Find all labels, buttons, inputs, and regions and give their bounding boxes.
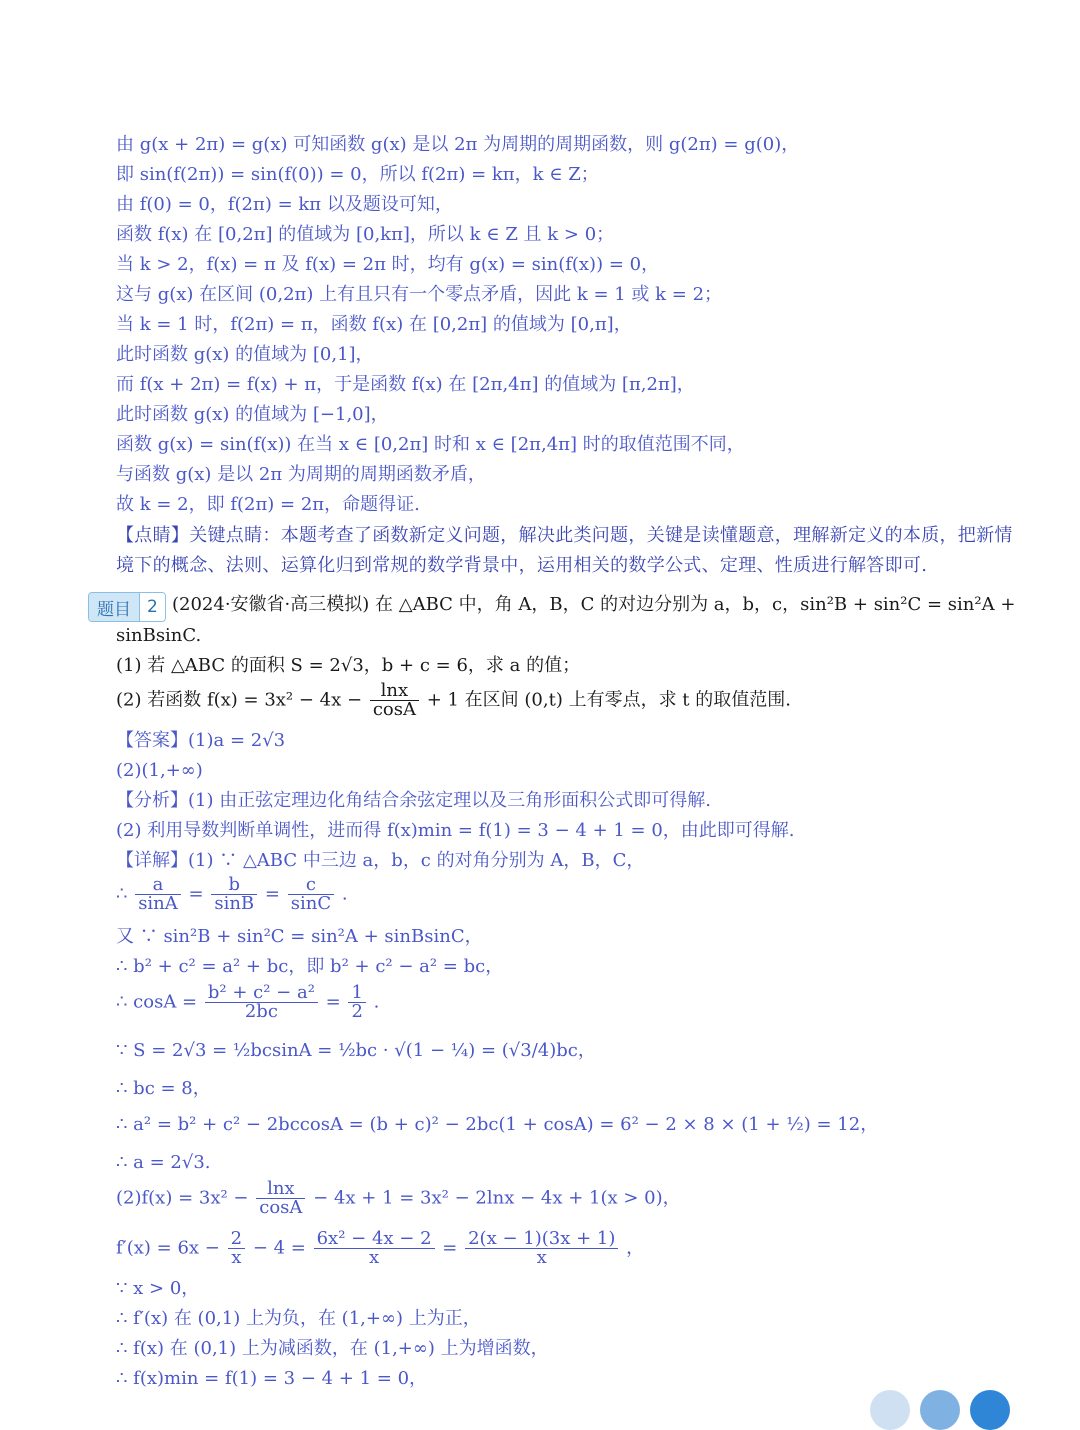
solution-line: 即 sin(f(2π)) = sin(f(0)) = 0，所以 f(2π) = kπ，k ∈ Z； xyxy=(116,164,599,185)
fraction-denominator: sinB xyxy=(214,893,255,914)
solution-line: 此时函数 g(x) 的值域为 [−1,0]， xyxy=(116,404,389,425)
derivation-line xyxy=(116,1230,1020,1267)
solution-line: 当 k > 2，f(x) = π 及 f(x) = 2π 时，均有 g(x) = sin(f(x)) = 0， xyxy=(116,254,660,275)
fraction-numerator: 1 xyxy=(348,984,365,1003)
question-2 xyxy=(116,682,1020,719)
derivation-line: ∴ f(x)min = f(1) = 3 − 4 + 1 = 0， xyxy=(116,1368,428,1389)
question-1: (1) 若 △ABC 的面积 S = 2√3，b + c = 6，求 a 的值； xyxy=(116,655,581,676)
fraction-denominator: x xyxy=(369,1247,380,1268)
derivation-line xyxy=(116,876,1020,913)
analysis-line: (2) 利用导数判断单调性，进而得 f(x)min = f(1) = 3 − 4 + 1 = 0，由此即可得解. xyxy=(116,820,795,841)
fraction-denominator: 2 xyxy=(351,1001,363,1022)
solution-line: 函数 g(x) = sin(f(x)) 在当 x ∈ [0,2π] 时和 x ∈ [2π,4π] 时的取值范围不同， xyxy=(116,434,745,455)
detail-line: 【详解】(1) ∵ △ABC 中三边 a，b，c 的对角分别为 A，B，C， xyxy=(116,850,645,871)
fraction xyxy=(465,1230,618,1267)
decorative-circle xyxy=(970,1390,1010,1430)
fraction xyxy=(228,1230,245,1267)
derivation-line: ∵ S = 2√3 = ½bcsinA = ½bc · √(1 − ¼) = (√3/4)bc， xyxy=(116,1040,596,1061)
comment-line: 境下的概念、法则、运算化归到常规的数学背景中，运用相关的数学公式、定理、性质进行解答即可. xyxy=(116,555,928,576)
fraction-denominator: x xyxy=(536,1247,547,1268)
fraction-numerator: lnx xyxy=(370,682,419,701)
text: f′(x) = 6x − xyxy=(116,1237,220,1259)
answer-line: (2)(1,+∞) xyxy=(116,760,203,781)
equals-sign: = xyxy=(188,883,204,905)
equals-sign: = xyxy=(264,883,280,905)
derivation-line: ∴ bc = 8， xyxy=(116,1078,211,1099)
solution-line: 与函数 g(x) 是以 2π 为周期的周期函数矛盾， xyxy=(116,464,486,485)
equals-sign: = xyxy=(442,1237,458,1259)
comment-line: 【点睛】关键点睛：本题考查了函数新定义问题，解决此类问题，关键是读懂题意，理解新定义的本质，把新情 xyxy=(116,525,1013,546)
fraction-numerator: lnx xyxy=(256,1180,305,1199)
q2-text-pre: (2) 若函数 f(x) = 3x² − 4x − xyxy=(116,689,363,711)
period: . xyxy=(373,991,380,1013)
fraction xyxy=(348,984,365,1021)
badge-label: 题目 xyxy=(89,593,139,621)
therefore-symbol: ∴ xyxy=(116,883,128,905)
fraction xyxy=(314,1230,435,1267)
decorative-circle xyxy=(920,1390,960,1430)
solution-line: 函数 f(x) 在 [0,2π] 的值域为 [0,kπ]，所以 k ∈ Z 且 k > 0； xyxy=(116,224,615,245)
fraction-numerator: a xyxy=(135,876,181,895)
solution-line: 当 k = 1 时，f(2π) = π，函数 f(x) 在 [0,2π] 的值域为 [0,π]， xyxy=(116,314,632,335)
text: − 4x + 1 = 3x² − 2lnx − 4x + 1(x > 0)， xyxy=(313,1187,681,1209)
derivation-line: 又 ∵ sin²B + sin²C = sin²A + sinBsinC， xyxy=(116,926,483,947)
solution-line: 此时函数 g(x) 的值域为 [0,1]， xyxy=(116,344,374,365)
solution-line: 这与 g(x) 在区间 (0,2π) 上有且只有一个零点矛盾，因此 k = 1 或 k = 2； xyxy=(116,284,723,305)
fraction xyxy=(256,1180,305,1217)
text: (2)f(x) = 3x² − xyxy=(116,1187,249,1209)
fraction-numerator: 6x² − 4x − 2 xyxy=(314,1230,435,1249)
fraction-denominator: cosA xyxy=(372,699,416,720)
derivation-line: ∴ b² + c² = a² + bc，即 b² + c² − a² = bc， xyxy=(116,956,504,977)
text: ∴ cosA = xyxy=(116,991,198,1013)
fraction xyxy=(288,876,334,913)
period: . xyxy=(341,883,348,905)
equals-sign: = xyxy=(325,991,341,1013)
fraction-numerator: 2 xyxy=(228,1230,245,1249)
comma: ， xyxy=(626,1237,645,1259)
fraction-denominator: 2bc xyxy=(244,1001,278,1022)
badge-number: 2 xyxy=(139,593,165,621)
fraction-numerator: b² + c² − a² xyxy=(205,984,318,1003)
fraction xyxy=(211,876,257,913)
fraction-denominator: sinC xyxy=(290,893,332,914)
decorative-circle xyxy=(870,1390,910,1430)
derivation-line: ∴ f(x) 在 (0,1) 上为减函数，在 (1,+∞) 上为增函数， xyxy=(116,1338,549,1359)
fraction-numerator: b xyxy=(211,876,257,895)
q2-fraction xyxy=(370,682,419,719)
answer-line: 【答案】(1)a = 2√3 xyxy=(116,730,286,751)
fraction-denominator: x xyxy=(231,1247,242,1268)
derivation-line: ∵ x > 0， xyxy=(116,1278,200,1299)
solution-line: 由 f(0) = 0，f(2π) = kπ 以及题设可知， xyxy=(116,194,453,215)
problem-stem-line2: sinBsinC. xyxy=(116,625,202,646)
solution-line: 故 k = 2，即 f(2π) = 2π，命题得证. xyxy=(116,494,420,515)
fraction-denominator: sinA xyxy=(138,893,178,914)
solution-line: 而 f(x + 2π) = f(x) + π，于是函数 f(x) 在 [2π,4π] 的值域为 [π,2π]， xyxy=(116,374,695,395)
fraction-numerator: 2(x − 1)(3x + 1) xyxy=(465,1230,618,1249)
problem-badge xyxy=(88,592,166,622)
derivation-line xyxy=(116,984,1020,1021)
problem-stem-line1: (2024·安徽省·高三模拟) 在 △ABC 中，角 A，B，C 的对边分别为 a，b，c，sin²B + sin²C = sin²A + xyxy=(172,594,1016,615)
derivation-line: ∴ f′(x) 在 (0,1) 上为负，在 (1,+∞) 上为正， xyxy=(116,1308,481,1329)
derivation-line xyxy=(116,1180,1020,1217)
text: − 4 = xyxy=(252,1237,306,1259)
analysis-line: 【分析】(1) 由正弦定理边化角结合余弦定理以及三角形面积公式即可得解. xyxy=(116,790,711,811)
derivation-line: ∴ a² = b² + c² − 2bccosA = (b + c)² − 2bc(1 + cosA) = 6² − 2 × 8 × (1 + ½) = 12， xyxy=(116,1114,879,1135)
q2-text-post: + 1 在区间 (0,t) 上有零点，求 t 的取值范围. xyxy=(426,689,791,711)
fraction xyxy=(135,876,181,913)
fraction-denominator: cosA xyxy=(259,1197,303,1218)
fraction xyxy=(205,984,318,1021)
derivation-line: ∴ a = 2√3. xyxy=(116,1152,211,1173)
solution-line: 由 g(x + 2π) = g(x) 可知函数 g(x) 是以 2π 为周期的周期函数，则 g(2π) = g(0)， xyxy=(116,134,800,155)
fraction-numerator: c xyxy=(288,876,334,895)
